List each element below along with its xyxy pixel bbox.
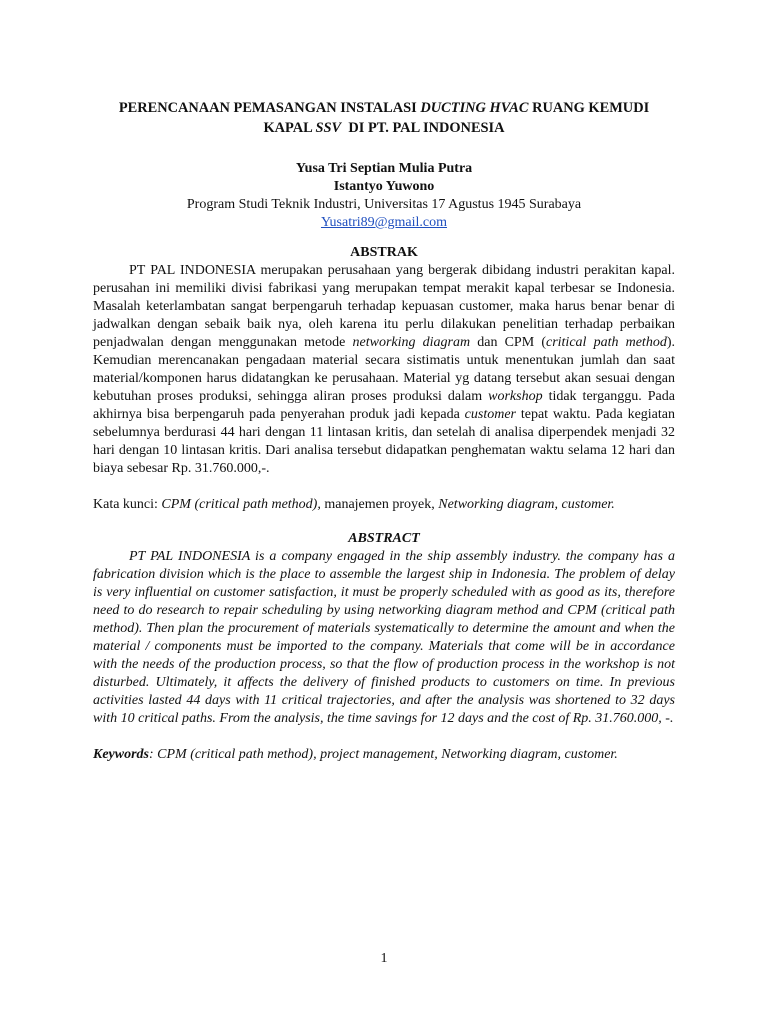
author-email-link[interactable]: Yusatri89@gmail.com: [320, 215, 448, 230]
title-line2: KAPAL SSV DI PT. PAL INDONESIA: [263, 120, 505, 136]
abstrak-heading: ABSTRAK: [350, 245, 418, 260]
abstrak-body: PT PAL INDONESIA merupakan perusahaan yang bergerak dibidang industri perakitan kapal. perusahan ini memiliki divisi fabrikasi yang merupakan tempat merakit kapal terbesar se Indonesia. Masalah keterlambatan sangat berpengaruh terhadap kepuasan customer, maka harus benar benar di jadwalkan dengan sebaik baik nya, oleh karena itu perlu dilakukan penelitian terhadap perbaikan penjadwalan dengan menggunakan metode networking diagram dan CPM (critical path method). Kemudian merencanakan pengadaan material secara sistimatis untuk menentukan jumlah dan saat material/komponen harus didatangkan ke perusahaan. Material yg datang tersebut akan sesuai dengan kebutuhan proses produksi, sehingga aliran proses produksi dalam workshop tidak terganggu. Pada akhirnya bisa berpengaruh pada penyerahan produk jadi kepada customer tepat waktu. Pada kegiatan sebelumnya berdurasi 44 hari dengan 11 lintasan kritis, dan setelah di analisa diperpendek menjadi 32 hari dengan 10 lintasan kritis. Dari analisa tersebut didapatkan penghematan waktu selama 12 hari dan biaya sebesar Rp. 31.760.000,-.: [93, 263, 675, 476]
author-name-1: Yusa Tri Septian Mulia Putra: [295, 161, 473, 176]
author-name-2: Istantyo Yuwono: [333, 179, 435, 194]
paper-title: [93, 98, 675, 138]
keywords-en: Keywords: CPM (critical path method), project management, Networking diagram, customer.: [93, 747, 618, 762]
affiliation: Program Studi Teknik Industri, Universitas 17 Agustus 1945 Surabaya: [186, 197, 582, 212]
abstract-body: PT PAL INDONESIA is a company engaged in the ship assembly industry. the company has a fabrication division which is the place to assemble the largest ship in Indonesia. The problem of delay is very influential on customer satisfaction, it must be properly scheduled with as good as its, therefore need to do research to repair scheduling by using networking diagram method and CPM (critical path method). Then plan the procurement of materials systematically to determine the amount and when the material / components must be imported to the company. Materials that come will be in accordance with the needs of the production process, so that the flow of production process in the workshop is not disturbed. Ultimately, it affects the delivery of finished products to customers on time. In previous activities lasted 44 days with 11 critical trajectories, and after the analysis was shortened to 32 days with 10 critical paths. From the analysis, the time savings for 12 days and the cost of Rp. 31.760.000, -.: [93, 549, 675, 726]
title-line1: PERENCANAAN PEMASANGAN INSTALASI DUCTING HVAC RUANG KEMUDI: [118, 100, 650, 116]
abstract-heading: ABSTRACT: [348, 531, 420, 546]
kata-kunci: Kata kunci: CPM (critical path method), manajemen proyek, Networking diagram, customer.: [93, 497, 615, 512]
author-block: [93, 160, 675, 232]
paper-page: [93, 98, 675, 764]
page-number: 1: [380, 951, 388, 966]
